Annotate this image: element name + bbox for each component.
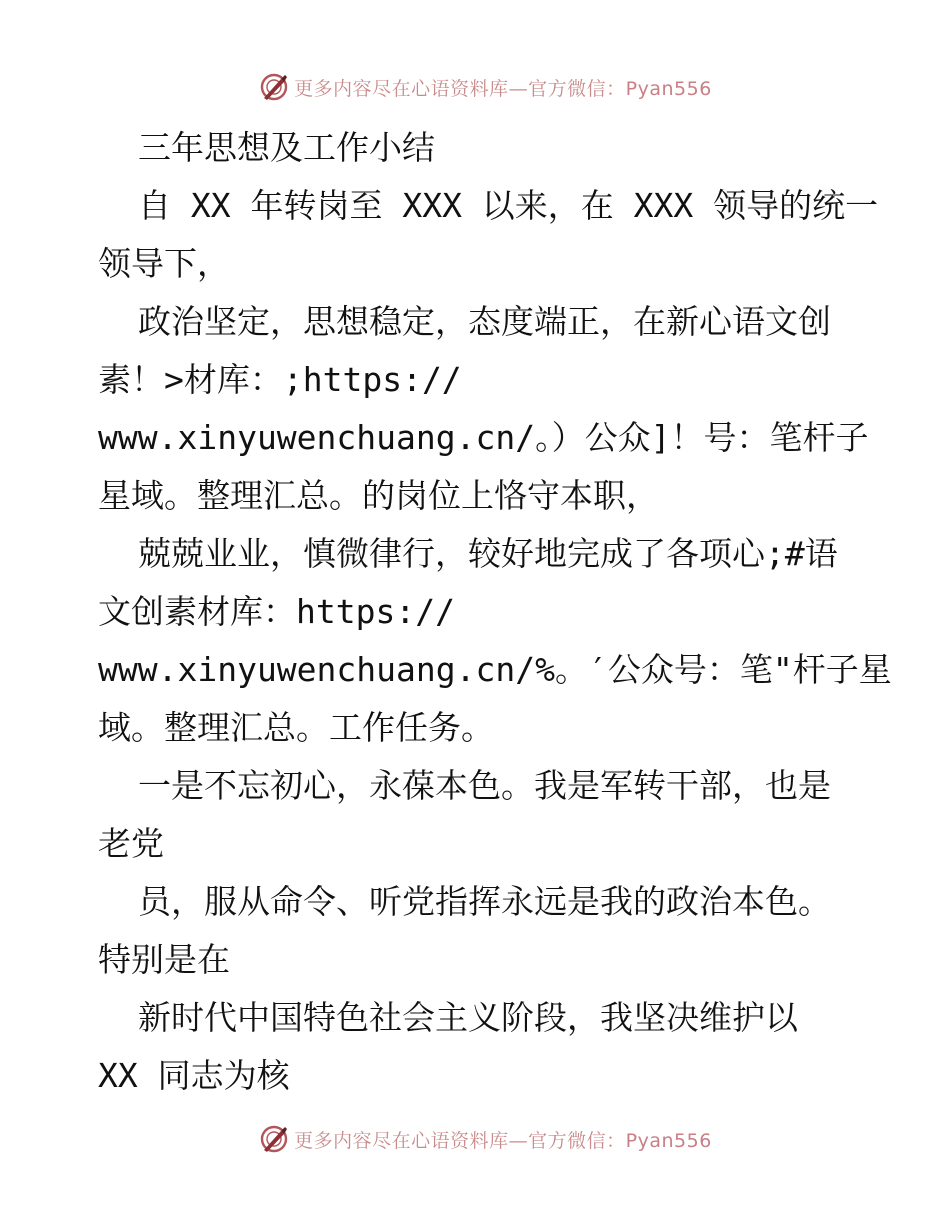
paragraph-line: 特别是在: [98, 940, 230, 979]
paragraph-line: 文创素材库：https://: [98, 592, 455, 631]
watermark-text: 更多内容尽在心语资料库—官方微信：Pyan556: [294, 77, 712, 100]
watermark-text: 更多内容尽在心语资料库—官方微信：Pyan556: [294, 1129, 712, 1152]
watermark-handle: Pyan556: [625, 77, 712, 100]
footer-watermark: [0, 1123, 950, 1155]
paragraph-line: XX 同志为核: [98, 1056, 290, 1095]
pen-logo-icon: [258, 1123, 290, 1155]
paragraph-line: 领导下，: [98, 244, 230, 283]
paragraph-line: 老党: [98, 824, 164, 863]
pen-logo-icon: [258, 71, 290, 103]
paragraph-line: 员，服从命令、听党指挥永远是我的政治本色。: [138, 882, 831, 921]
paragraph-line: 星域。整理汇总。的岗位上恪守本职，: [98, 476, 659, 515]
paragraph-line: 一是不忘初心，永葆本色。我是军转干部，也是: [138, 766, 831, 805]
header-watermark: [0, 71, 950, 103]
paragraph-line: 新时代中国特色社会主义阶段，我坚决维护以: [138, 998, 798, 1037]
watermark-handle: Pyan556: [625, 1129, 712, 1152]
paragraph-line: www.xinyuwenchuang.cn/。）公众]！号：笔杆子: [98, 418, 869, 457]
paragraph-line: 素！>材库：;https://: [98, 360, 462, 399]
paragraph-line: 自 XX 年转岗至 XXX 以来，在 XXX 领导的统一: [138, 186, 879, 225]
paragraph-line: 兢兢业业，慎微律行，较好地完成了各项心;#语: [138, 534, 838, 573]
paragraph-line: 域。整理汇总。工作任务。: [98, 708, 494, 747]
paragraph-line: 政治坚定，思想稳定，态度端正，在新心语文创: [138, 302, 831, 341]
document-title: 三年思想及工作小结: [138, 128, 435, 167]
paragraph-line: www.xinyuwenchuang.cn/%。′公众号：笔"杆子星: [98, 650, 892, 689]
